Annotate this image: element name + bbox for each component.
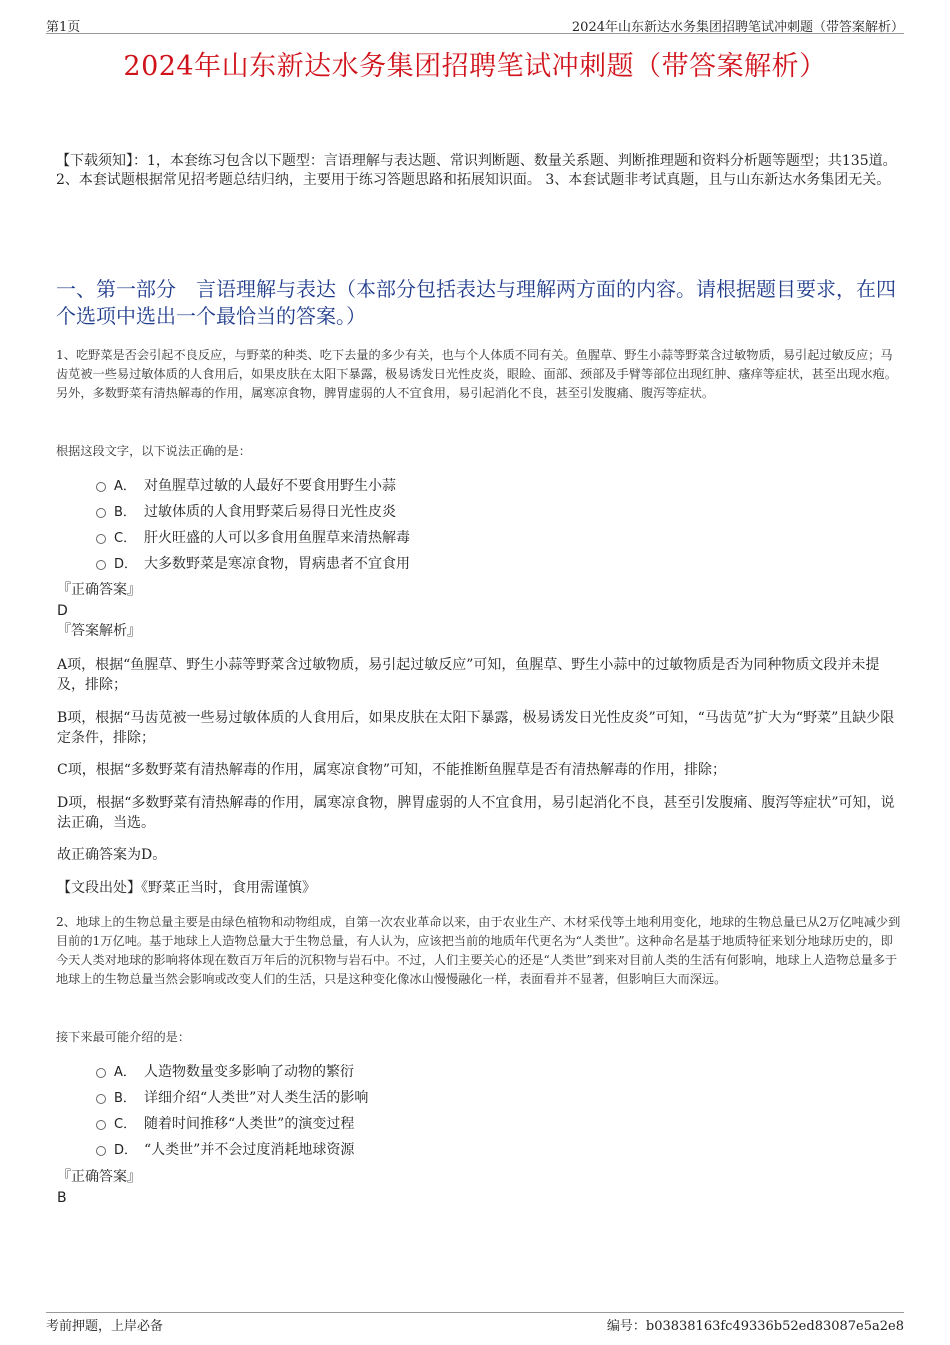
option-letter: A． [114, 1065, 136, 1080]
question-1-prompt: 根据这段文字，以下说法正确的是： [56, 444, 251, 458]
option-letter: C． [114, 1117, 137, 1132]
question-2-option-a[interactable] [96, 1062, 354, 1083]
option-text: “人类世”并不会过度消耗地球资源 [144, 1142, 355, 1158]
header-doc-title: 2024年山东新达水务集团招聘笔试冲刺题（带答案解析） [571, 20, 904, 35]
question-1-source: 【文段出处】《野菜正当时，食用需谨慎》 [57, 880, 316, 896]
header-divider [46, 33, 904, 34]
analysis-label: 『答案解析』 [57, 623, 141, 639]
radio-icon[interactable] [96, 1094, 106, 1104]
download-notice: 【下载须知】：1，本套练习包含以下题型：言语理解与表达题、常识判断题、数量关系题、判断推理题和资料分析题等题型；共135道。 2、本套试题根据常见招考题总结归纳，主要用于练习答题思路和拓展知识面。 3、本套试题非考试真题，且与山东新达水务集团无关。 [56, 153, 897, 188]
correct-answer-label: 『正确答案』 [57, 582, 141, 598]
page-title: 2024年山东新达水务集团招聘笔试冲刺题（带答案解析） [123, 51, 827, 82]
option-letter: C． [114, 531, 137, 546]
question-1-option-c[interactable] [96, 528, 410, 549]
question-1-option-a[interactable] [96, 476, 396, 497]
question-1-answer: D [57, 603, 68, 619]
radio-icon[interactable] [96, 482, 106, 492]
footer-serial-number: 编号：b03838163fc49336b52ed83087e5a2e8 [606, 1319, 904, 1334]
radio-icon[interactable] [96, 560, 106, 570]
question-2-prompt: 接下来最可能介绍的是： [56, 1030, 191, 1044]
radio-icon[interactable] [96, 1120, 106, 1130]
question-1-analysis-a: A项，根据“鱼腥草、野生小蒜等野菜含过敏物质，易引起过敏反应”可知，鱼腥草、野生小蒜中的过敏物质是否为同种物质文段并未提及，排除； [57, 657, 880, 693]
question-1-option-b[interactable] [96, 502, 396, 523]
radio-icon[interactable] [96, 534, 106, 544]
option-text: 随着时间推移“人类世”的演变过程 [144, 1116, 355, 1132]
question-1-analysis-c: C项，根据“多数野菜有清热解毒的作用，属寒凉食物”可知，不能推断鱼腥草是否有清热解毒的作用，排除； [57, 762, 727, 778]
question-1-analysis-b: B项，根据“马齿苋被一些易过敏体质的人食用后，如果皮肤在太阳下暴露，极易诱发日光性皮炎”可知，“马齿苋”扩大为“野菜”且缺少限定条件，排除； [57, 710, 895, 746]
option-text: 人造物数量变多影响了动物的繁衍 [144, 1064, 354, 1080]
radio-icon[interactable] [96, 1068, 106, 1078]
correct-answer-label: 『正确答案』 [57, 1169, 141, 1185]
option-text: 详细介绍“人类世”对人类生活的影响 [144, 1090, 369, 1106]
option-letter: D． [114, 557, 138, 572]
section-title: 一、第一部分 言语理解与表达（本部分包括表达与理解两方面的内容。请根据题目要求，在四个选项中选出一个最恰当的答案。） [56, 277, 896, 328]
option-letter: D． [114, 1143, 138, 1158]
option-letter: A． [114, 479, 136, 494]
option-text: 大多数野菜是寒凉食物，胃病患者不宜食用 [144, 556, 410, 572]
question-2-answer: B [57, 1190, 67, 1206]
radio-icon[interactable] [96, 508, 106, 518]
question-1-text: 1、吃野菜是否会引起不良反应，与野菜的种类、吃下去量的多少有关，也与个人体质不同有关。鱼腥草、野生小蒜等野菜含过敏物质，易引起过敏反应；马齿苋被一些易过敏体质的人食用后，如果皮肤在太阳下暴露，极易诱发日光性皮炎，眼睑、面部、颈部及手臂等部位出现红肿、瘙痒等症状，甚至出现水疱。另外，多数野菜有清热解毒的作用，属寒凉食物，脾胃虚弱的人不宜食用，易引起消化不良，甚至引发腹痛、腹泻等症状。 [56, 348, 897, 400]
footer-divider [46, 1312, 904, 1313]
option-letter: B． [114, 1091, 136, 1106]
question-2-option-d[interactable] [96, 1140, 354, 1161]
option-letter: B． [114, 505, 136, 520]
question-1-option-d[interactable] [96, 554, 410, 575]
footer-slogan: 考前押题，上岸必备 [46, 1319, 164, 1334]
question-1-conclusion: 故正确答案为D。 [57, 847, 167, 863]
radio-icon[interactable] [96, 1146, 106, 1156]
option-text: 肝火旺盛的人可以多食用鱼腥草来清热解毒 [144, 530, 410, 546]
header-page-number: 第1页 [46, 20, 81, 35]
question-1-analysis-d: D项，根据“多数野菜有清热解毒的作用，属寒凉食物，脾胃虚弱的人不宜食用，易引起消化不良，甚至引发腹痛、腹泻等症状”可知，说法正确，当选。 [57, 795, 895, 831]
question-2-option-c[interactable] [96, 1114, 354, 1135]
question-2-text: 2、地球上的生物总量主要是由绿色植物和动物组成，自第一次农业革命以来，由于农业生产、木材采伐等土地利用变化，地球的生物总量已从2万亿吨减少到目前的1万亿吨。基于地球上人造物总量大于生物总量，有人认为，应该把当前的地质年代更名为“人类世”。这种命名是基于地质特征来划分地球历史的，即今天人类对地球的影响将体现在数百万年后的沉积物与岩石中。不过，人们主要关心的还是“人类世”到来对目前人类的生活有何影响，地球上人造物总量多于地球上的生物总量当然会影响或改变人们的生活，只是这种变化像冰山慢慢融化一样，表面看并不显著，但影响巨大而深远。 [56, 915, 901, 986]
option-text: 对鱼腥草过敏的人最好不要食用野生小蒜 [144, 478, 396, 494]
question-2-option-b[interactable] [96, 1088, 368, 1109]
option-text: 过敏体质的人食用野菜后易得日光性皮炎 [144, 504, 396, 520]
